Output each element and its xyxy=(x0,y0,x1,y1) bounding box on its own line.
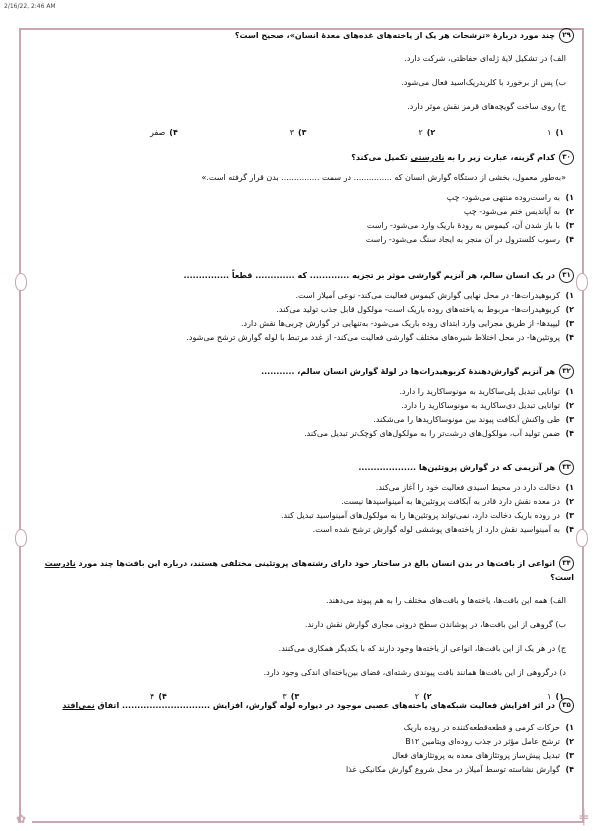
question-text: در یک انسان سالم، هر آنزیم گوارشی موثر بر تجزیه ............. که ............. قطعاً ............... xyxy=(183,271,555,280)
statement: ج) روی ساخت گویچه‌های قرمز نقش موثر دارد. xyxy=(407,102,566,111)
option-3[interactable]: ۳) در روده باریک دخالت دارد، نمی‌تواند پروتئین‌ها را به مولکول‌های آمینواسید تبدیل کند. xyxy=(280,511,574,520)
option-4[interactable]: ۴) ضمن تولید آب، مولکول‌های درشت‌تر را به مولکول‌های کوچک‌تر تبدیل می‌کند. xyxy=(304,429,574,438)
corner-ornament-icon: ✿ xyxy=(16,812,27,826)
frame-left-border xyxy=(19,28,21,823)
question-35 xyxy=(30,698,574,777)
statement: د) درگروهی از این بافت‌ها همانند بافت پیوندی رشته‌ای، فضای بین‌یاخته‌ای اندکی وجود دارد. xyxy=(263,668,566,677)
exam-page xyxy=(12,18,590,826)
question-33 xyxy=(30,460,574,537)
option-1[interactable]: ۱)۱ xyxy=(547,128,564,137)
frame-right-border xyxy=(582,28,584,823)
question-text: هر آنزیمی که در گوارش پروتئین‌ها ................... xyxy=(358,463,555,472)
question-text: چند مورد دربارۀ «ترشحات هر یک از یاخته‌های غده‌های معدۀ انسان»، صحیح است؟ xyxy=(234,31,555,40)
question-text: انواعی از بافت‌ها در بدن انسان بالغ در ساختار خود دارای رشته‌های پروتئینی مختلفی هستند، درباره این بافت‌ها چند مورد xyxy=(75,559,555,568)
option-2[interactable]: ۲) ترشح عامل مؤثر در جذب روده‌ای ویتامین B۱۲ xyxy=(405,737,574,746)
option-3[interactable]: ۳) تبدیل پیش‌ساز پروتئازهای معده به پروتئازهای فعال xyxy=(392,751,574,760)
question-stem xyxy=(30,268,574,283)
question-emphasis: نمی‌افتد xyxy=(62,701,95,710)
option-2[interactable]: ۲) کربوهیدرات‌ها- مربوط به یاخته‌های روده باریک است- مولکول قابل جذب تولید می‌کند. xyxy=(276,305,574,314)
question-30 xyxy=(30,150,574,247)
question-text: هر آنزیم گوارش‌دهندۀ کربوهیدرات‌ها در لولۀ گوارش انسان سالم، ........... xyxy=(261,367,555,376)
question-number: ۳۵ xyxy=(559,698,574,713)
question-stem xyxy=(30,460,574,475)
option-1[interactable]: ۱) کربوهیدرات‌ها- در محل نهایی گوارش کیموس فعالیت می‌کند- نوعی آمیلاز است. xyxy=(295,291,574,300)
option-4[interactable]: ۴)صفر xyxy=(150,128,178,137)
question-number: ۳۲ xyxy=(559,364,574,379)
question-text: کدام گزینه، عبارت زیر را به xyxy=(444,153,555,162)
option-2[interactable]: ۲) توانایی تبدیل دی‌ساکارید به مونوساکارید را دارد. xyxy=(401,401,574,410)
statement: الف) همه این بافت‌ها، یاخته‌ها و بافت‌های مختلف را به هم پیوند می‌دهند. xyxy=(326,596,566,605)
question-number: ۳۱ xyxy=(559,268,574,283)
question-32 xyxy=(30,364,574,441)
option-4[interactable]: ۴) به آمینواسید نقش دارد از یاخته‌های پوششی لوله گوارش ترشح شده است. xyxy=(312,525,574,534)
question-stem xyxy=(30,364,574,379)
leaf-ornament-icon xyxy=(15,529,27,547)
leaf-ornament-icon xyxy=(15,273,27,291)
question-text: تکمیل می‌کند؟ xyxy=(351,153,411,162)
question-emphasis: نادرست xyxy=(44,559,76,568)
option-3[interactable]: ۳)۳ xyxy=(289,128,307,137)
option-2[interactable]: ۲) به آپاندیس ختم می‌شود- چپ xyxy=(463,207,574,216)
option-4[interactable]: ۴) رسوب کلسترول در آن منجر به ایجاد سنگ می‌شود- راست xyxy=(365,235,574,244)
option-1[interactable]: ۱) حرکات کرمی و قطعه‌قطعه‌کننده در روده باریک xyxy=(403,723,574,732)
question-text: است؟ xyxy=(550,573,574,582)
statement: ب) گروهی از این بافت‌ها، در پوشاندن سطح درونی مجاری گوارش نقش دارند. xyxy=(304,620,566,629)
question-number: ۲۹ xyxy=(559,28,574,43)
option-3[interactable]: ۳) با باز شدن آن، کیموس به رودۀ باریک وارد می‌شود- راست xyxy=(366,221,574,230)
option-1[interactable]: ۱) به راست‌روده منتهی می‌شود- چپ xyxy=(446,193,574,202)
question-emphasis: نادرستی xyxy=(410,153,445,162)
statement: الف) در تشکیل لایۀ ژله‌ای حفاظتی، شرکت دارد. xyxy=(404,54,566,63)
options-row xyxy=(30,126,574,140)
question-stem xyxy=(30,556,574,585)
print-timestamp: 2/16/22, 2:46 AM xyxy=(4,3,56,10)
option-1[interactable]: ۱) توانایی تبدیل پلی‌ساکارید به مونوساکارید را دارد. xyxy=(399,387,574,396)
leaf-ornament-icon xyxy=(576,273,588,291)
option-2[interactable]: ۲) در معده نقش دارد قادر به آبکافت پروتئین‌ها به آمینواسیدها نیست. xyxy=(341,497,574,506)
question-fill-stem: «به‌طور معمول، بخشی از دستگاه گوارش انسان که ............... در سمت ............... بدن قرار گرفته است.» xyxy=(201,173,566,182)
question-text: در اثر افزایش فعالیت شبکه‌های یاخته‌های عصبی موجود در دیواره لوله گوارش، افزایش ............................. اتفاق xyxy=(94,701,555,710)
option-3[interactable]: ۳)۳ xyxy=(282,692,300,701)
option-2[interactable]: ۲)۲ xyxy=(418,128,436,137)
option-4[interactable]: ۴) گوارش نشاسته توسط آمیلاز در محل شروع گوارش مکانیکی غذا xyxy=(345,765,574,774)
question-number: ۳۳ xyxy=(559,460,574,475)
option-1[interactable]: ۱) دخالت دارد در محیط اسیدی فعالیت خود را آغاز می‌کند. xyxy=(375,483,574,492)
question-number: ۳۰ xyxy=(559,150,574,165)
question-number: ۳۴ xyxy=(559,556,574,571)
question-stem xyxy=(30,698,574,713)
option-1[interactable]: ۱)۱ xyxy=(547,692,564,701)
option-3[interactable]: ۳) طی واکنش آبکافت پیوند بین مونوساکاریدها را می‌شکند. xyxy=(373,415,574,424)
option-4[interactable]: ۴)۴ xyxy=(150,692,167,701)
question-34 xyxy=(30,556,574,704)
option-3[interactable]: ۳) لیپیدها- از طریق مجرایی وارد ابتدای روده باریک می‌شود- به‌تنهایی در گوارش چربی‌ها نقش دارد. xyxy=(241,319,574,328)
option-2[interactable]: ۲)۲ xyxy=(414,692,432,701)
statement: ب) پس از برخورد با کلریدریک‌اسید فعال می‌شود. xyxy=(401,78,566,87)
statement: ج) در هر یک از این بافت‌ها، انواعی از یاخته‌ها وجود دارند که با یکدیگر همکاری می‌کنند. xyxy=(278,644,566,653)
question-stem xyxy=(30,28,574,43)
corner-ornament-icon: ╪ xyxy=(579,810,588,826)
frame-bottom-border xyxy=(32,821,584,823)
option-4[interactable]: ۴) پروتئین‌ها- در محل اختلاط شیره‌های مختلف گوارشی فعالیت می‌کند- از غدد مرتبط با لوله گوارش ترشح می‌شود. xyxy=(186,333,574,342)
question-stem xyxy=(30,150,574,165)
leaf-ornament-icon xyxy=(576,529,588,547)
question-29 xyxy=(30,28,574,140)
question-31 xyxy=(30,268,574,345)
